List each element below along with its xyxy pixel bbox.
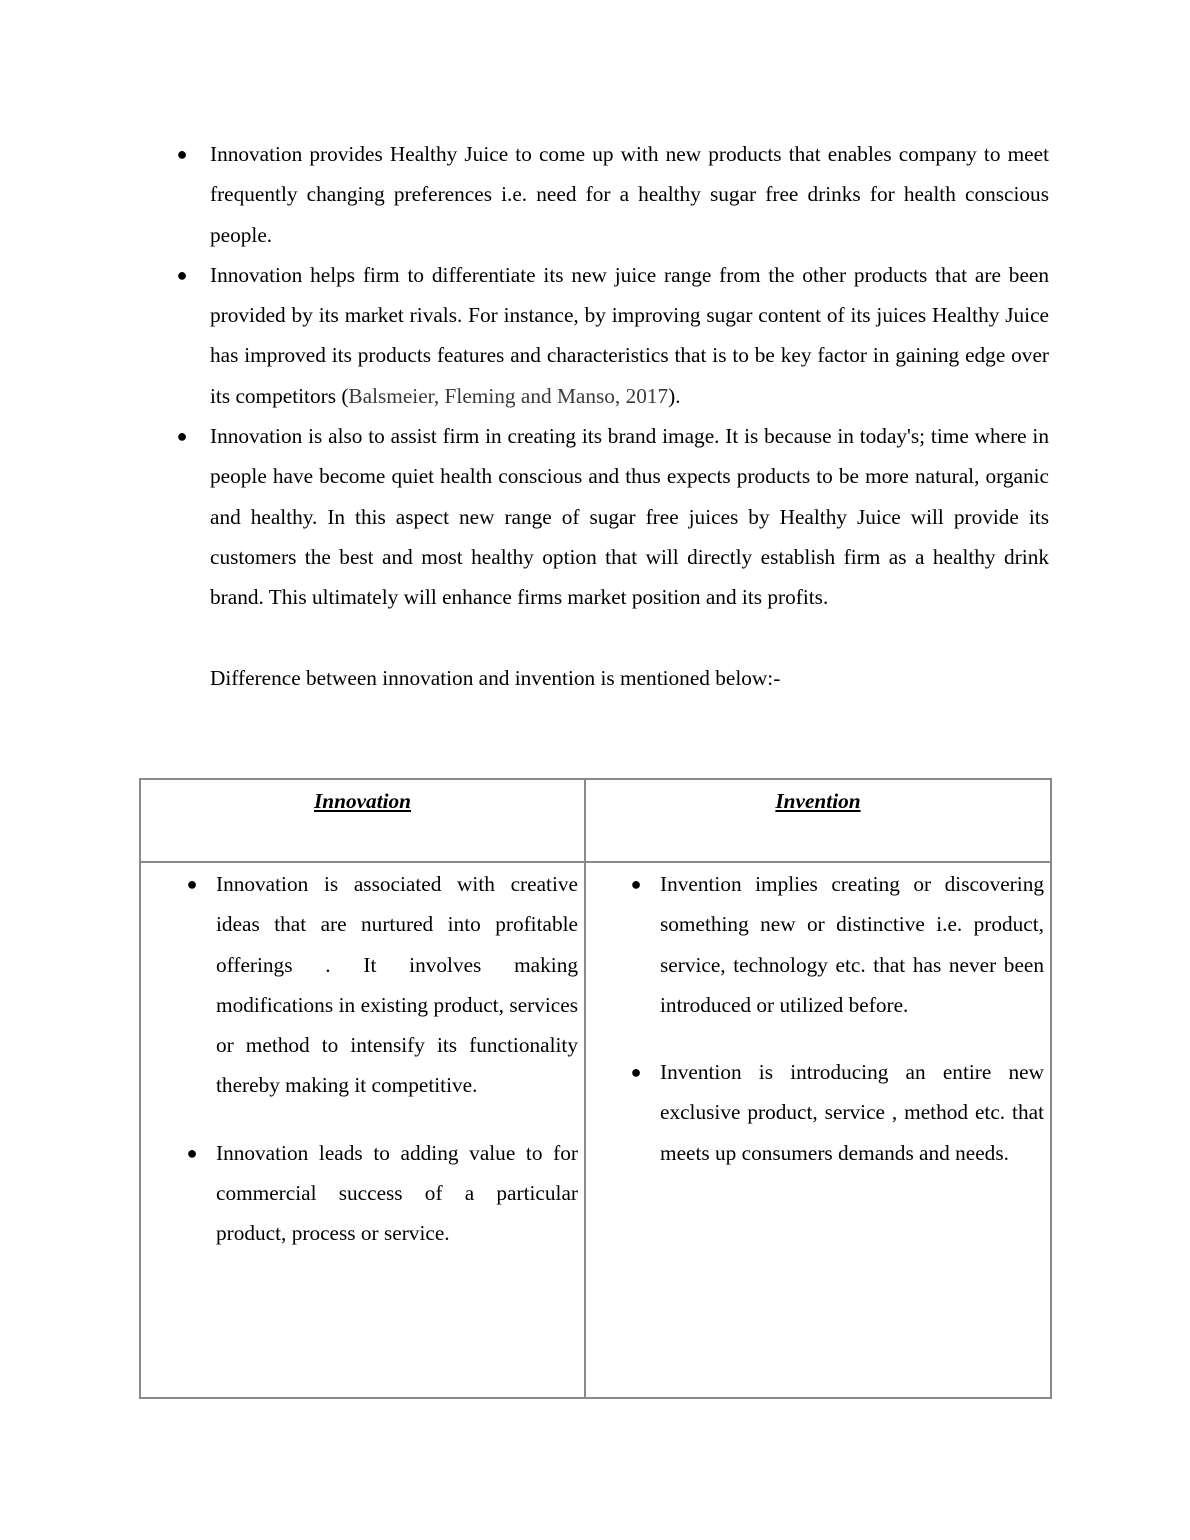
- table-header-row: [140, 779, 1051, 862]
- bullet-text: Innovation is also to assist firm in creating its brand image. It is because in today's; time where in people have become quiet health conscious and thus expects products to be more natural, organic and healthy. In this aspect new range of sugar free juices by Healthy Juice will provide its customers the best and most healthy option that will directly establish firm as a healthy drink brand. This ultimately will enhance firms market position and its profits.: [210, 424, 1049, 610]
- bullet-item: [176, 416, 1049, 617]
- table-row: [140, 862, 1051, 1398]
- list-item: [186, 1133, 578, 1254]
- bullet-item: [176, 255, 1049, 416]
- citation: Balsmeier, Fleming and Manso, 2017: [348, 383, 669, 408]
- list-item: [186, 864, 578, 1106]
- invention-point: Invention is introducing an entire new exclusive product, service , method etc. that meets up consumers demands and needs.: [660, 1060, 1044, 1165]
- header-innovation: Innovation: [140, 779, 585, 862]
- innovation-cell: [140, 862, 585, 1398]
- citation-close: ).: [668, 383, 681, 408]
- bullet-icon: ●: [176, 264, 188, 285]
- bullet-text: Innovation provides Healthy Juice to come up with new products that enables company to meet frequently changing preferences i.e. need for a healthy sugar free drinks for health conscious people.: [210, 142, 1049, 247]
- bullet-icon: ●: [186, 874, 198, 894]
- header-invention: Invention: [585, 779, 1051, 862]
- bullet-icon: ●: [176, 426, 188, 447]
- invention-point: Invention implies creating or discovering something new or distinctive i.e. product, service, technology etc. that has never been introduced or utilized before.: [660, 872, 1044, 1017]
- bullet-list: [176, 134, 1049, 618]
- bullet-icon: ●: [176, 144, 188, 164]
- table-intro: Difference between innovation and invention is mentioned below:-: [210, 666, 781, 690]
- bullet-icon: ●: [630, 874, 642, 894]
- innovation-list: [141, 863, 584, 1254]
- invention-cell: [585, 862, 1051, 1398]
- bullet-text: Innovation helps firm to differentiate its new juice range from the other products that are been provided by its market rivals. For instance, by improving sugar content of its juices Healthy Juice has improved its products features and characteristics that is to be key factor in gaining edge over its competitors (: [210, 262, 1049, 408]
- list-item: [630, 1052, 1044, 1173]
- bullet-icon: ●: [186, 1142, 198, 1163]
- innovation-point: Innovation is associated with creative ideas that are nurtured into profitable offerings . It involves making modifications in existing product, services or method to intensify its functionality thereby making it competitive.: [216, 872, 578, 1098]
- bullet-item: [176, 134, 1049, 255]
- list-item: [630, 864, 1044, 1025]
- innovation-point: Innovation leads to adding value to for commercial success of a particular product, process or service.: [216, 1140, 578, 1246]
- invention-list: [586, 863, 1050, 1173]
- bullet-icon: ●: [630, 1062, 642, 1083]
- comparison-table: [139, 778, 1052, 1399]
